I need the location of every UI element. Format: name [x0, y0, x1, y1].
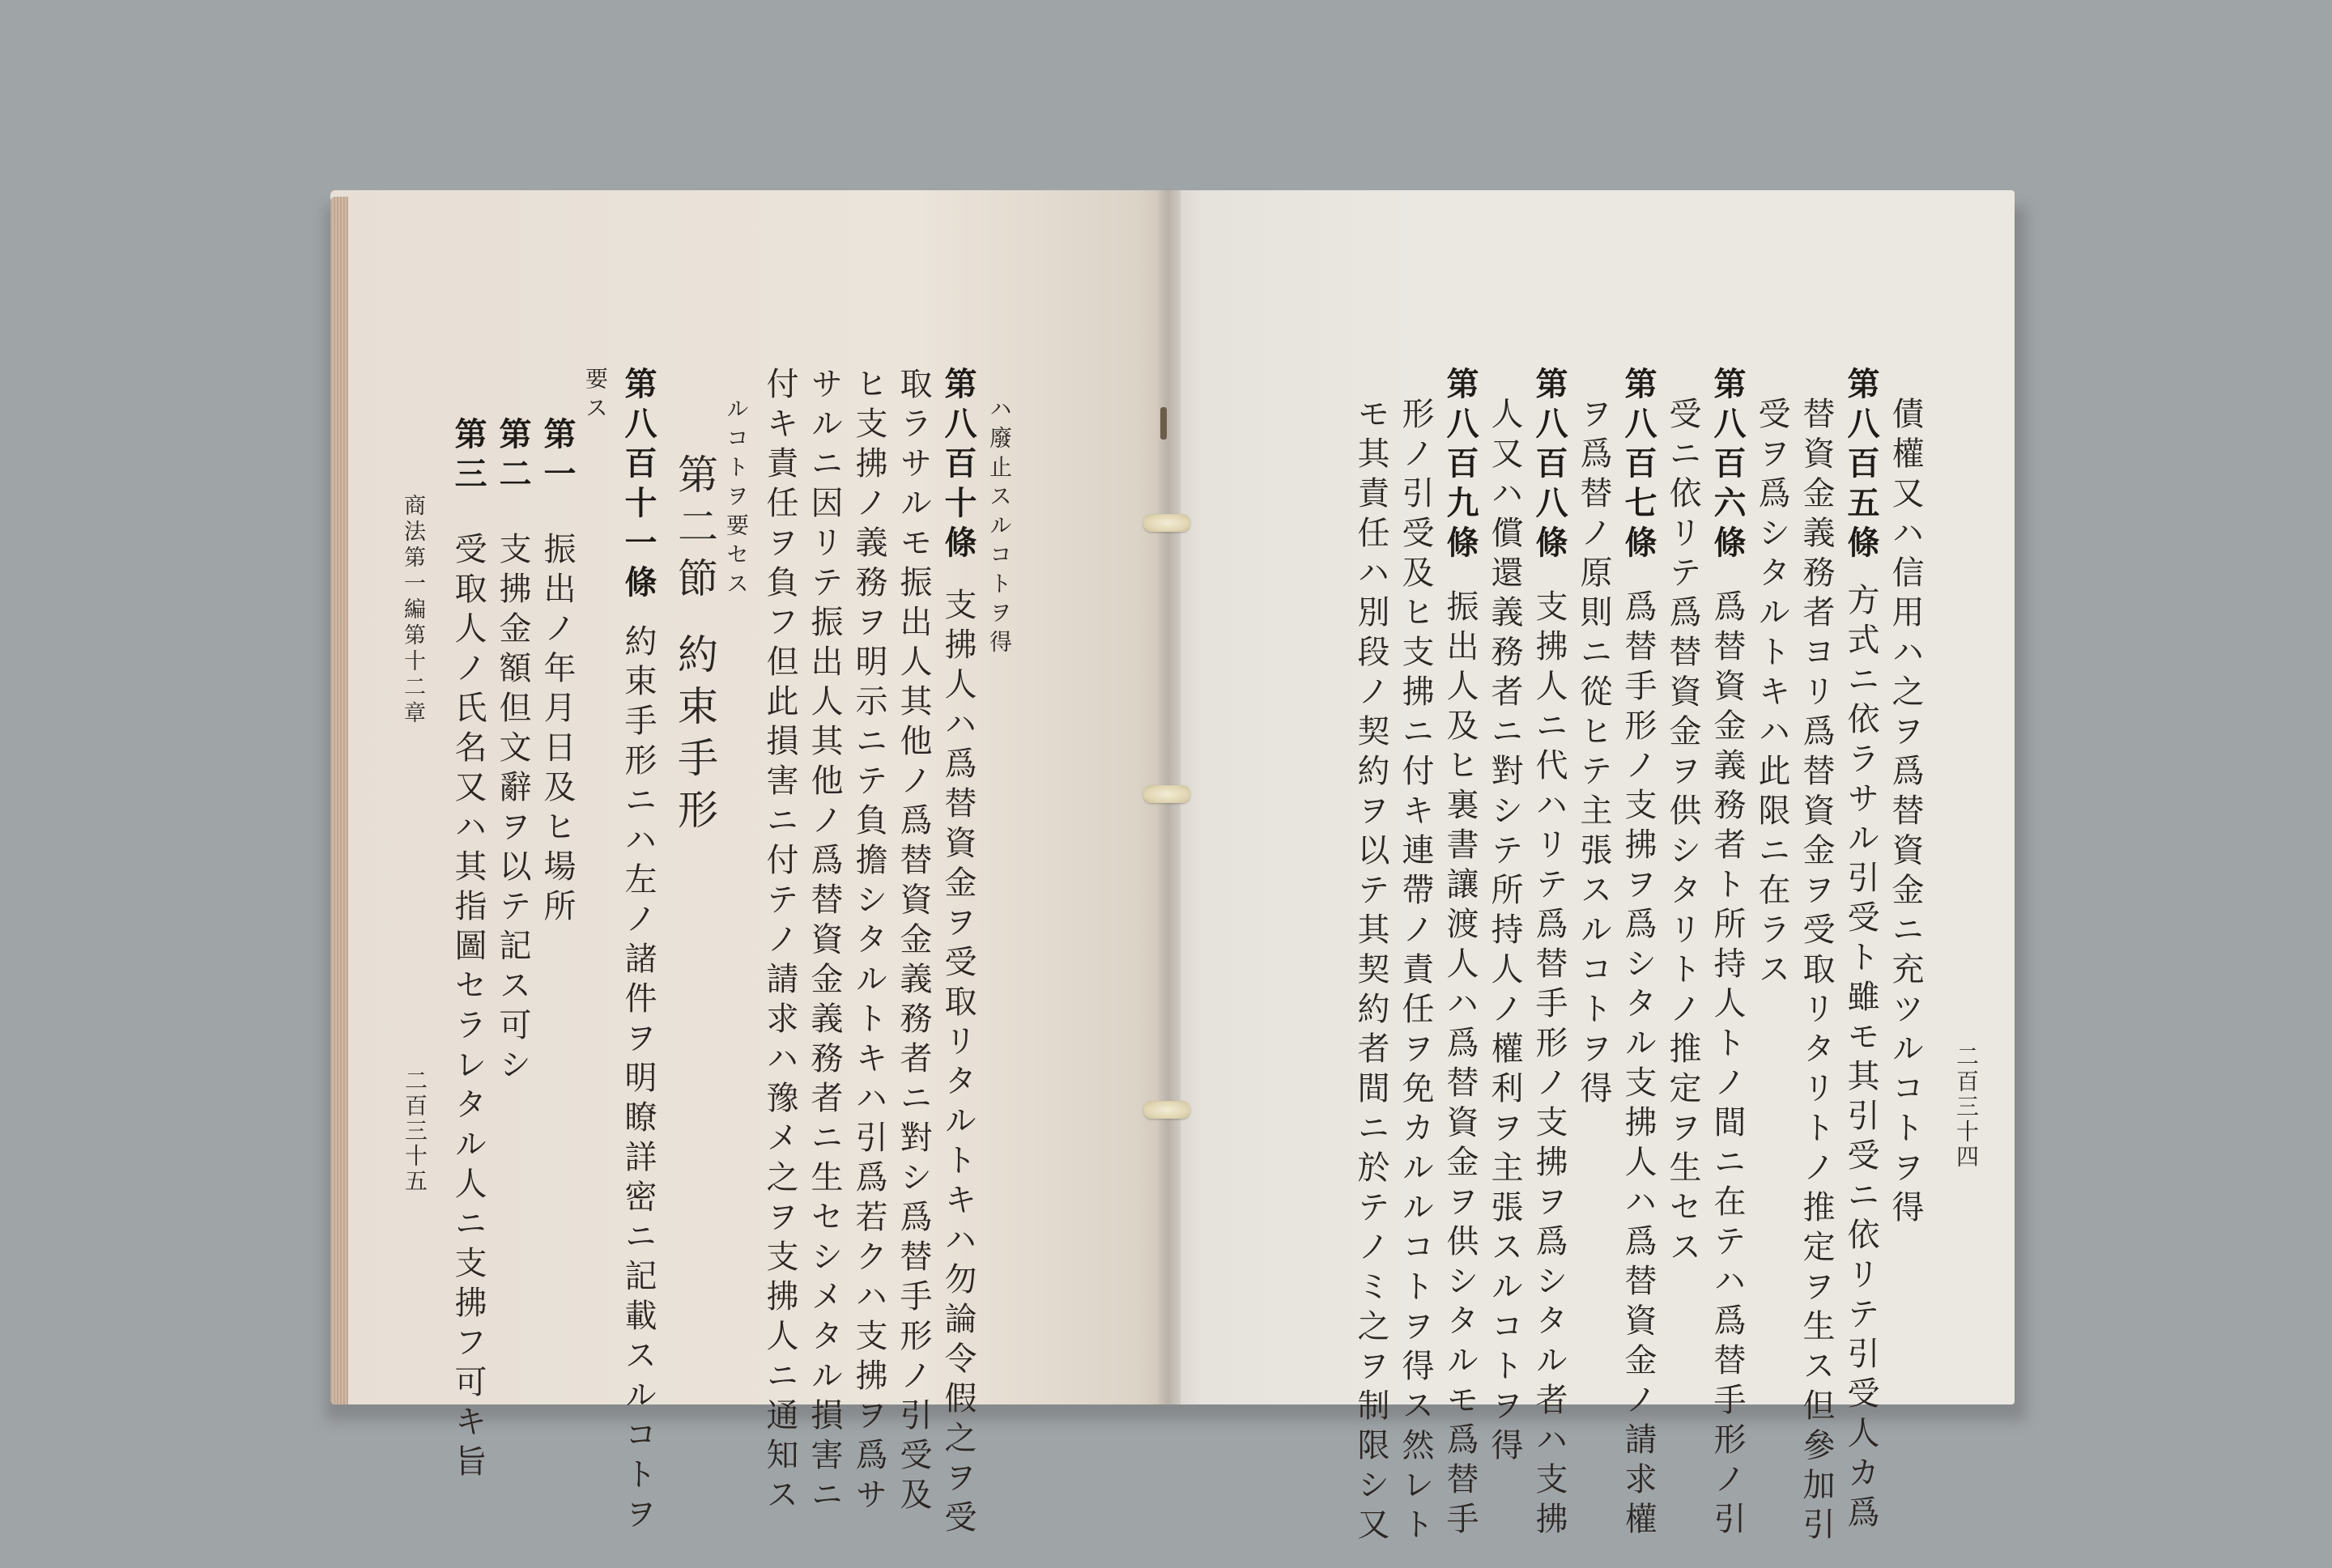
line-text: 約束手形ニハ左ノ諸件ヲ明瞭詳密ニ記載スルコトヲ — [619, 624, 657, 1536]
line-text: 支拂人ニ代ハリテ爲替手形ノ支拂ヲ爲シタル者ハ支拂 — [1530, 589, 1568, 1541]
line-text: 支拂金額但文辭ヲ以テ記ス可シ — [494, 532, 531, 1087]
line-text: 爲替手形ノ支拂ヲ爲シタル支拂人ハ爲替資金ノ請求權 — [1619, 589, 1657, 1541]
binding-thread-middle — [1143, 785, 1190, 803]
article-number: 第八百八條 — [1530, 367, 1568, 565]
section-heading — [671, 453, 718, 840]
left-page — [330, 190, 1168, 1540]
open-book — [316, 190, 2024, 1547]
line-text: 受ヲ爲シタルトキハ此限ニ在ラス — [1753, 397, 1790, 992]
article-number: 第八百五條 — [1842, 367, 1880, 565]
section-number: 第二節 — [671, 453, 718, 609]
article-number: 第八百十條 — [939, 367, 977, 565]
right-line-10 — [1488, 397, 1521, 1468]
left-item-3 — [449, 417, 487, 1484]
right-line-13 — [1352, 397, 1389, 1547]
binding-staple — [1160, 407, 1167, 440]
section-title: 約束手形 — [671, 633, 718, 840]
left-line-6 — [761, 367, 798, 1517]
left-article-810 — [939, 367, 977, 1540]
left-line-4 — [850, 367, 887, 1517]
right-line-4 — [1755, 397, 1788, 992]
right-line-8 — [1577, 397, 1610, 1111]
line-text: モ其責任ハ別段ノ契約ヲ以テ其契約者間ニ於テノミ之ヲ制限シ又 — [1352, 397, 1389, 1547]
article-number: 第八百七條 — [1619, 367, 1658, 565]
right-line-12 — [1399, 397, 1432, 1547]
line-text: サルニ因リテ振出人其他ノ爲替資金義務者ニ生セシメタル損害ニ — [806, 367, 843, 1517]
item-number: 第一 — [538, 417, 577, 496]
line-text: 債權又ハ信用ハ之ヲ爲替資金ニ充ツルコトヲ得 — [1887, 397, 1924, 1230]
left-line-10 — [582, 367, 609, 425]
running-footer: 商法第一編第十二章 — [400, 494, 425, 727]
line-text: 人又ハ償還義務者ニ對シテ所持人ノ權利ヲ主張スルコトヲ得 — [1486, 397, 1523, 1468]
right-line-3 — [1798, 397, 1835, 1547]
line-text: ルコトヲ要セス — [723, 397, 750, 601]
right-article-808 — [1530, 367, 1568, 1541]
right-article-806 — [1709, 367, 1747, 1541]
binding-thread-bottom — [1143, 1101, 1190, 1119]
page-number-left: 二百三十五 — [402, 1069, 428, 1194]
article-number: 第八百九條 — [1441, 367, 1479, 565]
line-text: ハ廢止スルコトヲ得 — [986, 397, 1013, 659]
page-block-edge — [330, 197, 348, 1404]
left-line-5 — [806, 367, 843, 1517]
right-line-1 — [1887, 397, 1924, 1230]
left-line-1 — [988, 397, 1011, 659]
line-text: 取ラサルモ振出人其他ノ爲替資金義務者ニ對シ爲替手形ノ引受及 — [895, 367, 932, 1517]
right-article-805 — [1842, 367, 1880, 1535]
article-number: 第八百六條 — [1709, 367, 1747, 565]
right-page — [1168, 190, 2015, 1547]
line-text: 爲替資金義務者ト所持人トノ間ニ在テハ爲替手形ノ引 — [1709, 589, 1746, 1541]
left-line-7 — [723, 397, 750, 601]
line-text: 形ノ引受及ヒ支拂ニ付キ連帶ノ責任ヲ免カルルコトヲ得ス然レト — [1397, 397, 1434, 1547]
page-number-right: 二百三十四 — [1953, 1044, 1980, 1170]
item-number: 第三 — [449, 417, 487, 496]
left-item-1 — [538, 417, 577, 928]
line-text: 要ス — [582, 367, 609, 425]
item-number: 第二 — [494, 417, 532, 496]
right-article-807 — [1619, 367, 1658, 1541]
line-text: ヲ爲替ノ原則ニ從ヒテ主張スルコトヲ得 — [1575, 397, 1612, 1111]
line-text: 付キ責任ヲ負フ但此損害ニ付テノ請求ハ豫メ之ヲ支拂人ニ通知ス — [761, 367, 798, 1517]
line-text: 振出人及ヒ裏書讓渡人ハ爲替資金ヲ供シタルモ爲替手 — [1441, 589, 1479, 1541]
line-text: 受取人ノ氏名又ハ其指圖セラレタル人ニ支拂フ可キ旨 — [449, 532, 487, 1484]
binding-thread-top — [1143, 514, 1190, 532]
article-number: 第八百十一條 — [619, 367, 657, 605]
line-text: 振出ノ年月日及ヒ場所 — [538, 532, 576, 928]
line-text: ヒ支拂ノ義務ヲ明示ニテ負擔シタルトキハ引爲若クハ支拂ヲ爲サ — [850, 367, 887, 1517]
right-line-6 — [1666, 397, 1699, 1269]
left-line-3 — [897, 367, 930, 1517]
line-text: 替資金義務者ヨリ爲替資金ヲ受取リタリトノ推定ヲ生ス但參加引 — [1798, 397, 1835, 1547]
line-text: 方式ニ依ラサル引受ト雖モ其引受ニ依リテ引受人カ爲 — [1842, 583, 1879, 1535]
left-article-811 — [619, 367, 657, 1536]
left-item-2 — [494, 417, 532, 1087]
line-text: 受ニ依リテ爲替資金ヲ供シタリトノ推定ヲ生セス — [1664, 397, 1701, 1269]
line-text: 支拂人ハ爲替資金ヲ受取リタルトキハ勿論令假之ヲ受 — [939, 588, 977, 1540]
right-article-809 — [1441, 367, 1479, 1541]
